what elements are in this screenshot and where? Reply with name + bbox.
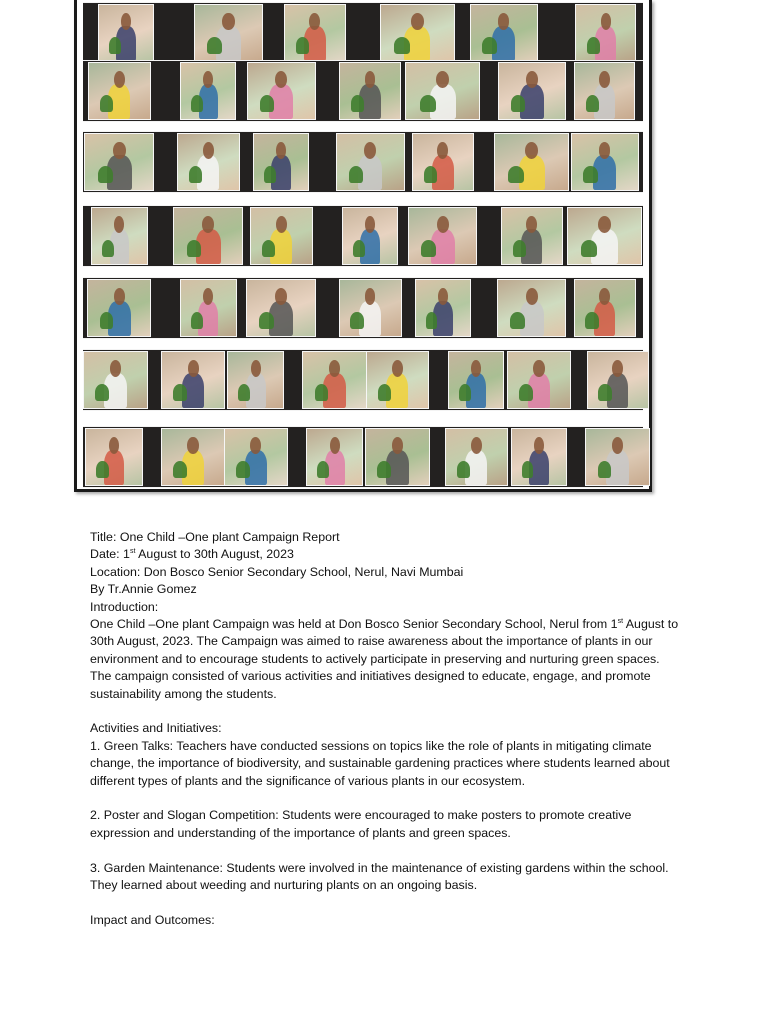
- student-photo: [567, 207, 642, 265]
- student-photo: [336, 133, 405, 191]
- student-photo: [339, 62, 401, 120]
- introduction-paragraph: One Child –One plant Campaign was held at Don Bosco Senior Secondary School, Nerul from 1st August to 30th August, 2023. The Campaign was aimed to raise awareness about the importance of plants in our environment and to encourage students to actively participate in preserving and nurturing green spaces. The campaign consisted of various activities and initiatives designed to educate, engage, and promote sustainability among the students.: [90, 617, 679, 701]
- activity-green-talks: 1. Green Talks: Teachers have conducted sessions on topics like the role of plants in mitigating climate change, the importance of biodiversity, and sustainable gardening practices where students learned about different types of plants and the significance of various plants in our ecosystem.: [90, 738, 670, 788]
- student-photo: [194, 4, 263, 62]
- student-photo: [98, 4, 154, 62]
- student-photo: [365, 428, 430, 486]
- activity-garden-maintenance: 3. Garden Maintenance: Students were involved in the maintenance of existing gardens within the school. They learned about weeding and nurturing plants on an ongoing basis.: [90, 860, 669, 893]
- student-photo: [224, 428, 288, 486]
- student-photo: [85, 428, 143, 486]
- student-photo: [448, 351, 504, 409]
- student-photo: [574, 62, 635, 120]
- student-photo: [339, 279, 402, 337]
- student-photo: [91, 207, 148, 265]
- student-photo: [302, 351, 367, 409]
- student-photo: [342, 207, 398, 265]
- impact-heading: Impact and Outcomes:: [90, 912, 215, 927]
- student-photo: [366, 351, 429, 409]
- photo-strip: [83, 60, 643, 122]
- photo-strip: [83, 131, 643, 193]
- student-photo: [501, 207, 563, 265]
- student-photo: [246, 279, 316, 337]
- report-title: Title: One Child –One plant Campaign Report: [90, 530, 340, 544]
- photo-strip: [83, 277, 643, 339]
- student-photo: [571, 133, 639, 191]
- student-photo: [494, 133, 569, 191]
- student-photo: [574, 279, 636, 337]
- student-photo: [587, 351, 649, 409]
- student-photo: [507, 351, 572, 409]
- student-photo: [306, 428, 363, 486]
- student-photo: [180, 279, 237, 337]
- student-photo: [161, 351, 225, 409]
- photo-strip: [83, 426, 643, 488]
- student-photo: [227, 351, 284, 409]
- student-photo: [412, 133, 474, 191]
- student-photo: [497, 279, 566, 337]
- student-photo: [284, 4, 346, 62]
- student-photo: [88, 62, 151, 120]
- introduction-heading: Introduction:: [90, 599, 159, 614]
- campaign-report: [90, 529, 680, 929]
- report-date: Date: 1st August to 30th August, 2023: [90, 547, 294, 562]
- student-photo: [83, 351, 148, 409]
- student-photo: [173, 207, 243, 265]
- student-photo: [247, 62, 316, 120]
- student-photo: [445, 428, 508, 486]
- report-location: Location: Don Bosco Senior Secondary School, Nerul, Navi Mumbai: [90, 564, 464, 579]
- student-photo: [511, 428, 567, 486]
- photo-strip: [83, 205, 643, 267]
- student-photo: [575, 4, 636, 62]
- student-photo: [87, 279, 151, 337]
- photo-strip: [83, 349, 643, 411]
- student-photo: [470, 4, 538, 62]
- student-photo: [498, 62, 566, 120]
- student-photo: [253, 133, 309, 191]
- student-photo: [415, 279, 471, 337]
- student-photo: [585, 428, 650, 486]
- student-photo: [177, 133, 240, 191]
- student-photo: [408, 207, 477, 265]
- student-photo: [405, 62, 480, 120]
- student-photo: [250, 207, 313, 265]
- student-photo: [180, 62, 236, 120]
- report-author: By Tr.Annie Gomez: [90, 582, 197, 597]
- photo-strip: [83, 2, 643, 64]
- student-photo: [380, 4, 455, 62]
- activity-poster-competition: 2. Poster and Slogan Competition: Students were encouraged to make posters to promote creative expression and understanding of the importance of plants and green spaces.: [90, 808, 632, 840]
- photo-collage: [74, 0, 652, 492]
- activities-heading: Activities and Initiatives:: [90, 721, 222, 736]
- student-photo: [161, 428, 226, 486]
- student-photo: [84, 133, 154, 191]
